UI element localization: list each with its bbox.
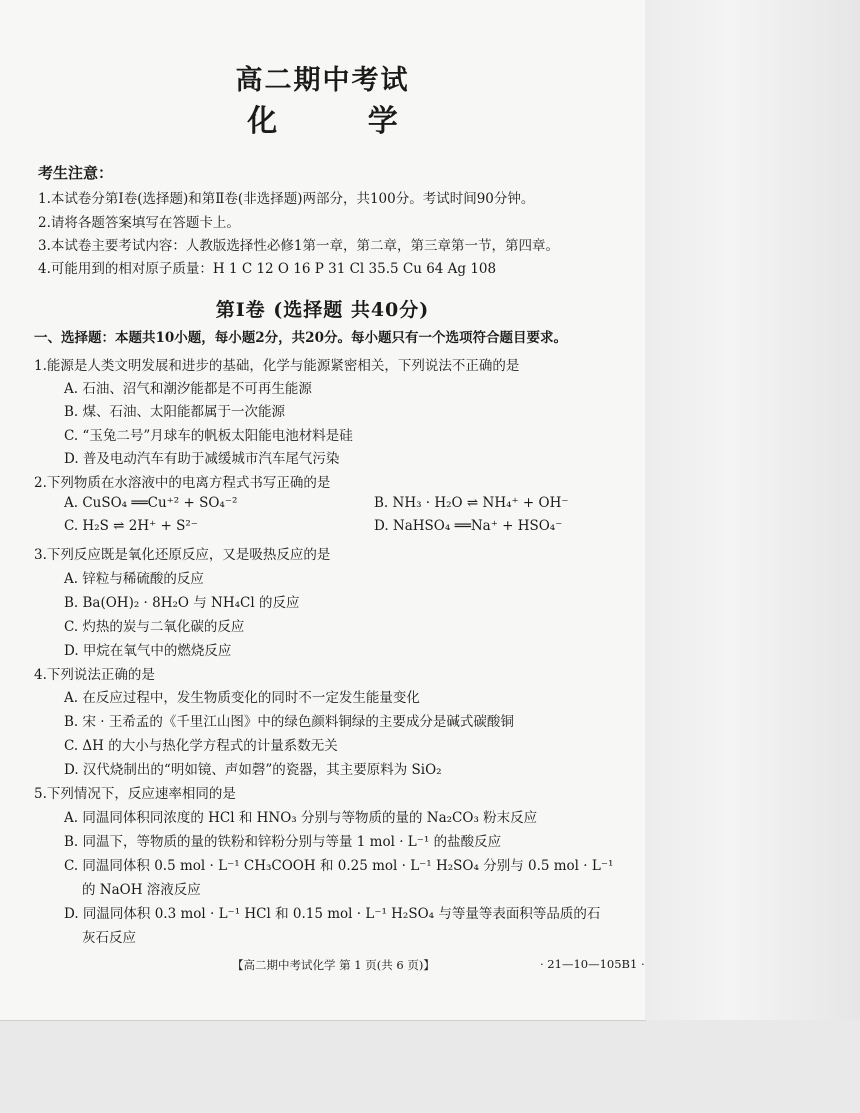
notice-item: 1.本试卷分第Ⅰ卷(选择题)和第Ⅱ卷(非选择题)两部分，共100分。考试时间90分钟。	[38, 191, 535, 207]
question-stem: 4.下列说法正确的是	[34, 667, 155, 683]
notice-item: 2.请将各题答案填写在答题卡上。	[38, 215, 240, 231]
question-option: B. 煤、石油、太阳能都属于一次能源	[64, 404, 286, 420]
question-stem: 5.下列情况下，反应速率相同的是	[34, 786, 236, 802]
question-option: A. 石油、沼气和潮汐能都是不可再生能源	[64, 381, 312, 397]
page-footer-label: 【高二期中考试化学 第 1 页(共 6 页)】	[232, 958, 435, 972]
exam-subject: 化 学	[247, 104, 438, 139]
question-option: B. 同温下，等物质的量的铁粉和锌粉分别与等量 1 mol · L⁻¹ 的盐酸反应	[64, 834, 502, 850]
question-option: D. 普及电动汽车有助于减缓城市汽车尾气污染	[64, 451, 340, 467]
question-option: C. ΔH 的大小与热化学方程式的计量系数无关	[64, 738, 338, 754]
question-option: C. “玉兔二号”月球车的帆板太阳能电池材料是硅	[64, 428, 353, 444]
question-option: D. 汉代烧制出的“明如镜、声如磬”的瓷器，其主要原料为 SiO₂	[64, 762, 442, 778]
question-option: D. 甲烷在氧气中的燃烧反应	[64, 643, 232, 659]
question-option-continued: 灰石反应	[82, 930, 136, 946]
question-option: D. NaHSO₄ ══Na⁺ + HSO₄⁻	[374, 518, 563, 534]
question-stem: 2.下列物质在水溶液中的电离方程式书写正确的是	[34, 475, 331, 491]
notice-item: 3.本试卷主要考试内容：人教版选择性必修1第一章，第二章，第三章第一节，第四章。	[38, 238, 559, 254]
question-option: C. 同温同体积 0.5 mol · L⁻¹ CH₃COOH 和 0.25 mol · L⁻¹ H₂SO₄ 分别与 0.5 mol · L⁻¹	[64, 858, 614, 874]
question-option: A. 锌粒与稀硫酸的反应	[64, 571, 204, 587]
question-option: B. 宋 · 王希孟的《千里江山图》中的绿色颜料铜绿的主要成分是碱式碳酸铜	[64, 714, 514, 730]
question-option: C. 灼热的炭与二氧化碳的反应	[64, 619, 245, 635]
question-stem: 3.下列反应既是氧化还原反应，又是吸热反应的是	[34, 547, 331, 563]
section-instruction: 一、选择题：本题共10小题，每小题2分，共20分。每小题只有一个选项符合题目要求。	[34, 330, 567, 346]
question-option: A. 在反应过程中，发生物质变化的同时不一定发生能量变化	[64, 690, 420, 706]
question-option: B. Ba(OH)₂ · 8H₂O 与 NH₄Cl 的反应	[64, 595, 300, 611]
exam-title: 高二期中考试	[235, 65, 410, 96]
question-option: A. CuSO₄ ══Cu⁺² + SO₄⁻²	[64, 495, 238, 511]
question-option: C. H₂S ⇌ 2H⁺ + S²⁻	[64, 518, 198, 534]
question-option-continued: 的 NaOH 溶液反应	[82, 882, 201, 898]
page-footer-code: · 21—10—105B1 ·	[540, 957, 645, 971]
question-option: A. 同温同体积同浓度的 HCl 和 HNO₃ 分别与等物质的量的 Na₂CO₃ 粉末反应	[64, 810, 538, 826]
question-option: B. NH₃ · H₂O ⇌ NH₄⁺ + OH⁻	[374, 495, 569, 511]
scan-margin	[645, 0, 860, 1020]
notice-heading: 考生注意：	[38, 164, 114, 182]
section-title: 第Ⅰ卷 (选择题 共40分)	[215, 299, 430, 321]
notice-item: 4.可能用到的相对原子质量：H 1 C 12 O 16 P 31 Cl 35.5 Cu 64 Ag 108	[38, 261, 497, 277]
question-option: D. 同温同体积 0.3 mol · L⁻¹ HCl 和 0.15 mol · L⁻¹ H₂SO₄ 与等量等表面积等品质的石	[64, 906, 601, 922]
question-stem: 1.能源是人类文明发展和进步的基础，化学与能源紧密相关，下列说法不正确的是	[34, 358, 520, 374]
